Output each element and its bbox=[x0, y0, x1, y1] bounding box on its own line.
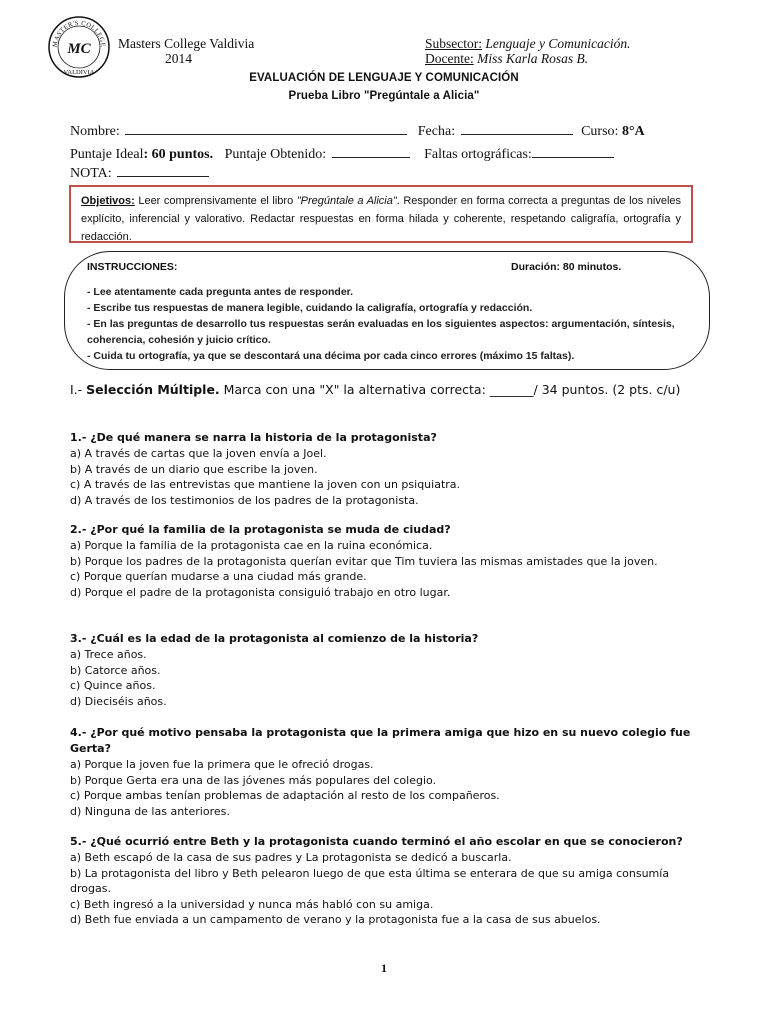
question-option[interactable]: d) Porque el padre de la protagonista consiguió trabajo en otro lugar. bbox=[70, 585, 451, 599]
instruccion-item: - Cuida tu ortografía, ya que se descontará una décima por cada cinco errores (máximo 15 faltas). bbox=[87, 350, 575, 362]
question-option[interactable]: d) Dieciséis años. bbox=[70, 694, 167, 708]
question-option[interactable]: c) Beth ingresó a la universidad y nunca más habló con su amiga. bbox=[70, 897, 434, 911]
subsector-label: Subsector: bbox=[425, 36, 482, 51]
logo-text-bottom: VALDIVIA bbox=[63, 69, 95, 76]
subsector-line bbox=[425, 36, 630, 52]
objetivos-text-before: Leer comprensivamente el libro bbox=[138, 195, 297, 207]
question-title: 1.- ¿De qué manera se narra la historia de la protagonista? bbox=[70, 431, 437, 444]
nota-line bbox=[70, 164, 212, 182]
question-option[interactable]: a) Trece años. bbox=[70, 648, 147, 661]
student-info-line bbox=[70, 122, 645, 140]
instruccion-item: - Lee atentamente cada pregunta antes de responder. bbox=[87, 286, 354, 298]
section-text: Marca con una "X" la alternativa correcta: _______/ 34 puntos. (2 pts. c/u) bbox=[223, 382, 681, 397]
instrucciones-list bbox=[87, 284, 702, 364]
score-line bbox=[70, 145, 617, 163]
question-option[interactable]: d) Beth fue enviada a un campamento de verano y la protagonista fue a la casa de sus abuelos. bbox=[70, 913, 601, 926]
question-option[interactable]: a) Porque la familia de la protagonista cae en la ruina económica. bbox=[70, 539, 433, 552]
question-option[interactable]: b) A través de un diario que escribe la joven. bbox=[70, 462, 318, 476]
question-1 bbox=[70, 430, 710, 508]
question-option[interactable]: c) Quince años. bbox=[70, 679, 156, 692]
question-4 bbox=[70, 725, 710, 819]
question-option[interactable]: b) Catorce años. bbox=[70, 663, 161, 677]
instrucciones-duration: Duración: 80 minutos. bbox=[511, 261, 622, 273]
puntaje-ideal-value: : 60 puntos. bbox=[143, 147, 214, 162]
instruccion-item: - En las preguntas de desarrollo tus respuestas serán evaluadas en los siguientes aspectos: argumentación, síntesis, coherencia, cohesión y juicio crítico. bbox=[87, 318, 675, 346]
question-title: 3.- ¿Cuál es la edad de la protagonista al comienzo de la historia? bbox=[70, 632, 479, 645]
faltas-blank[interactable] bbox=[532, 145, 614, 158]
faltas-label: Faltas ortográficas: bbox=[424, 147, 532, 162]
puntaje-obtenido-blank[interactable] bbox=[332, 145, 410, 158]
objetivos-text-after: . Responder en forma correcta a preguntas de los niveles explícito, inferencial y valorativo. Redactar respuestas en forma hilada y coherente, respetando caligrafía, ortografía y redacción. bbox=[81, 195, 682, 243]
question-title: 5.- ¿Qué ocurrió entre Beth y la protagonista cuando terminó el año escolar en que se conocieron? bbox=[70, 835, 683, 848]
fecha-label: Fecha: bbox=[417, 124, 456, 139]
nombre-label: Nombre: bbox=[70, 124, 120, 139]
section-heading bbox=[70, 382, 690, 398]
puntaje-ideal-label: Puntaje Ideal bbox=[70, 147, 144, 162]
puntaje-obtenido-label: Puntaje Obtenido: bbox=[224, 147, 327, 162]
question-option[interactable]: a) Porque la joven fue la primera que le ofreció drogas. bbox=[70, 758, 374, 771]
school-year: 2014 bbox=[165, 51, 192, 66]
docente-line bbox=[425, 51, 588, 67]
exam-subtitle: Prueba Libro "Pregúntale a Alicia" bbox=[288, 90, 480, 102]
question-option[interactable]: c) A través de las entrevistas que mantiene la joven con un psiquiatra. bbox=[70, 478, 461, 491]
question-title: 4.- ¿Por qué motivo pensaba la protagonista que la primera amiga que hizo en su nuevo colegio fue Gerta? bbox=[70, 726, 691, 755]
section-number: I.- bbox=[70, 382, 83, 397]
question-5 bbox=[70, 834, 710, 928]
question-3 bbox=[70, 631, 710, 709]
school-name: Masters College Valdivia bbox=[118, 36, 255, 51]
fecha-blank[interactable] bbox=[461, 122, 573, 135]
exam-title: EVALUACIÓN DE LENGUAJE Y COMUNICACIÓN bbox=[249, 72, 519, 84]
curso-label: Curso: bbox=[581, 124, 619, 139]
instruccion-item: - Escribe tus respuestas de manera legible, cuidando la caligrafía, ortografía y redacción. bbox=[87, 302, 533, 314]
nota-blank[interactable] bbox=[117, 164, 209, 177]
logo-text-top: MASTER'S COLLEGE bbox=[51, 19, 107, 48]
docente-value: Miss Karla Rosas B. bbox=[477, 51, 589, 66]
question-option[interactable]: b) La protagonista del libro y Beth pelearon luego de que esta última se enterara de que su amiga consumía drogas. bbox=[70, 866, 670, 895]
question-option[interactable]: c) Porque ambas tenían problemas de adaptación al resto de los compañeros. bbox=[70, 789, 500, 802]
question-option[interactable]: d) A través de los testimonios de los padres de la protagonista. bbox=[70, 493, 419, 507]
instrucciones-box bbox=[64, 251, 710, 370]
question-2 bbox=[70, 522, 710, 600]
question-option[interactable]: b) Porque los padres de la protagonista querían evitar que Tim tuviera las mismas amistades que la joven. bbox=[70, 554, 658, 568]
objetivos-book-title: "Pregúntale a Alicia" bbox=[296, 195, 397, 207]
question-option[interactable]: a) A través de cartas que la joven envía a Joel. bbox=[70, 447, 327, 460]
objetivos-box bbox=[69, 185, 693, 243]
nota-label: NOTA: bbox=[70, 166, 112, 181]
question-option[interactable]: b) Porque Gerta era una de las jóvenes más populares del colegio. bbox=[70, 773, 437, 787]
question-option[interactable]: c) Porque querían mudarse a una ciudad más grande. bbox=[70, 570, 367, 583]
question-option[interactable]: a) Beth escapó de la casa de sus padres y La protagonista se dedicó a buscarla. bbox=[70, 851, 512, 864]
question-title: 2.- ¿Por qué la familia de la protagonista se muda de ciudad? bbox=[70, 523, 451, 536]
question-option[interactable]: d) Ninguna de las anteriores. bbox=[70, 804, 230, 818]
objetivos-label: Objetivos: bbox=[81, 195, 135, 207]
nombre-blank[interactable] bbox=[125, 122, 407, 135]
logo-monogram: MC bbox=[67, 41, 91, 57]
subsector-value: Lenguaje y Comunicación. bbox=[485, 36, 631, 51]
docente-label: Docente: bbox=[425, 51, 474, 66]
school-logo bbox=[47, 15, 111, 79]
section-name: Selección Múltiple. bbox=[86, 382, 220, 397]
instrucciones-heading: INSTRUCCIONES: bbox=[87, 261, 178, 273]
page-number: 1 bbox=[381, 961, 387, 975]
curso-value: 8°A bbox=[621, 124, 645, 139]
